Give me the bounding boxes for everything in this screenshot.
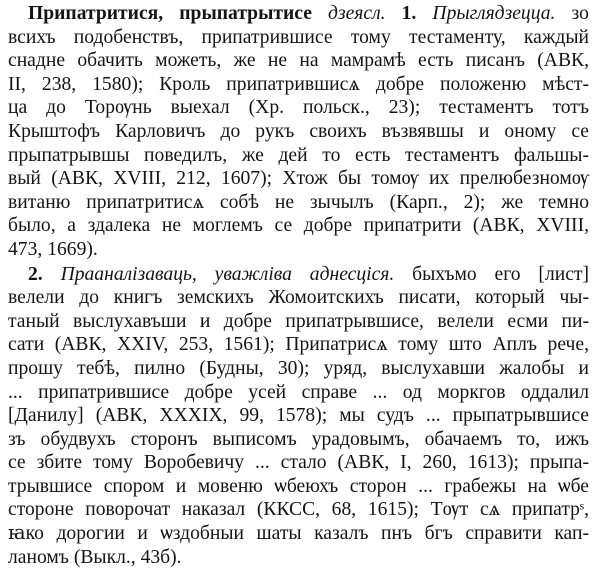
text-line xyxy=(8,498,589,522)
text-line xyxy=(8,238,589,262)
text-line xyxy=(8,96,589,120)
definition: дзеясл. xyxy=(328,3,386,24)
text-run: было, а здалека не моглемъ се добре припатрити (АВК, XVIII, xyxy=(8,215,589,237)
text-run: II, 238, 1580); Кроль припатрившисѧ добре положеню мѣст- xyxy=(8,73,589,95)
text-run: се збите тому Воробевичу ... стало (АВК, I, 260, 1613); прыпа- xyxy=(8,452,589,474)
text-run xyxy=(43,264,61,285)
text-run: зъ обудвухъ сторонъ выписомъ урадовымъ, обачаемъ то, ижъ xyxy=(8,428,589,450)
text-line xyxy=(8,310,589,334)
text-line xyxy=(8,73,589,97)
text-line xyxy=(8,522,589,546)
text-line xyxy=(8,546,589,569)
text-line xyxy=(8,263,589,287)
text-line xyxy=(8,357,589,381)
text-line xyxy=(8,214,589,238)
text-run: прошу тебѣ, пилно (Будны, 30); уряд, выслухавши жалобы и xyxy=(8,357,589,379)
text-line xyxy=(8,475,589,499)
text-line xyxy=(8,49,589,73)
definition: Прыглядзецца. xyxy=(432,3,556,24)
text-run: снадне обачить можеть, же не на мамрамѣ есть писанъ (АВК, xyxy=(8,50,589,72)
text-line xyxy=(8,191,589,215)
text-run xyxy=(416,3,432,24)
text-run: стороне поворочат наказал (ККСС, 68, 1615); Тѹт сѧ припатрˢ, xyxy=(8,499,589,521)
text-run: Крыштофъ Карловичъ до рукъ своихъ възвявшы и оному се xyxy=(8,120,589,142)
definition: Прааналізаваць, уважліва аднесціся. xyxy=(60,263,395,285)
text-line xyxy=(8,144,589,168)
text-line xyxy=(8,2,589,26)
text-run: ... припатрившисе добре усей справе ... од моркгов оддалил xyxy=(8,381,589,403)
text-run: велели до книгъ земскихъ Жомоитскихъ писати, который чы- xyxy=(8,287,589,309)
text-run: быхъмо его [лист] xyxy=(394,263,589,285)
text-run: трывшисе спором и мовеню ѡбеюхъ сторон ... грабежы на ѡбе xyxy=(8,475,589,497)
text-line xyxy=(8,333,589,357)
text-line xyxy=(8,451,589,475)
text-run: сати (АВК, XXIV, 253, 1561); Припатрисѧ тому што Аплъ рече, xyxy=(8,334,589,356)
text-line xyxy=(8,120,589,144)
text-line xyxy=(8,404,589,428)
dictionary-entry-sense-2 xyxy=(8,263,589,569)
text-run: всихъ подобенствъ, припатрившисе тому тестаменту, каждый xyxy=(8,26,589,48)
text-run xyxy=(386,3,402,24)
text-line xyxy=(8,428,589,452)
text-run: 473, 1669). xyxy=(8,238,98,260)
text-run: прыпатрывшы поведилъ, же дей то есть тестаментъ фальшы- xyxy=(8,144,589,166)
text-line xyxy=(8,167,589,191)
dictionary-entry-sense-1 xyxy=(8,2,589,262)
headword: Припатритися, прыпатрытисе xyxy=(28,3,312,24)
text-line xyxy=(8,26,589,50)
text-run: вый (АВК, XVIII, 212, 1607); Хтож бы томѹ их прелюбезномѹ xyxy=(8,168,589,190)
sense-number: 1. xyxy=(401,3,417,24)
text-run: ꙗко дорогии и ѡздобныи шаты казалъ пнъ бгъ справити кап- xyxy=(8,523,589,545)
text-run: витаню припатритисѧ собѣ не зычылъ (Карп., 2); же темно xyxy=(8,191,589,213)
text-run: ланомъ (Выкл., 43б). xyxy=(8,546,182,568)
sense-number: 2. xyxy=(28,263,43,285)
text-line xyxy=(8,286,589,310)
text-run: таный выслухавъши и добре припатрывшисе, велели есми пи- xyxy=(8,310,589,332)
text-run: [Данилу] (АВК, XXXIX, 99, 1578); мы судъ ... прыпатрывшисе xyxy=(8,405,589,427)
text-run: зо xyxy=(555,3,589,24)
text-run: ца до Торѹнь выехал (Хр. польск., 23); тестаментъ тотъ xyxy=(8,97,589,119)
text-line xyxy=(8,381,589,405)
text-run xyxy=(312,3,328,24)
